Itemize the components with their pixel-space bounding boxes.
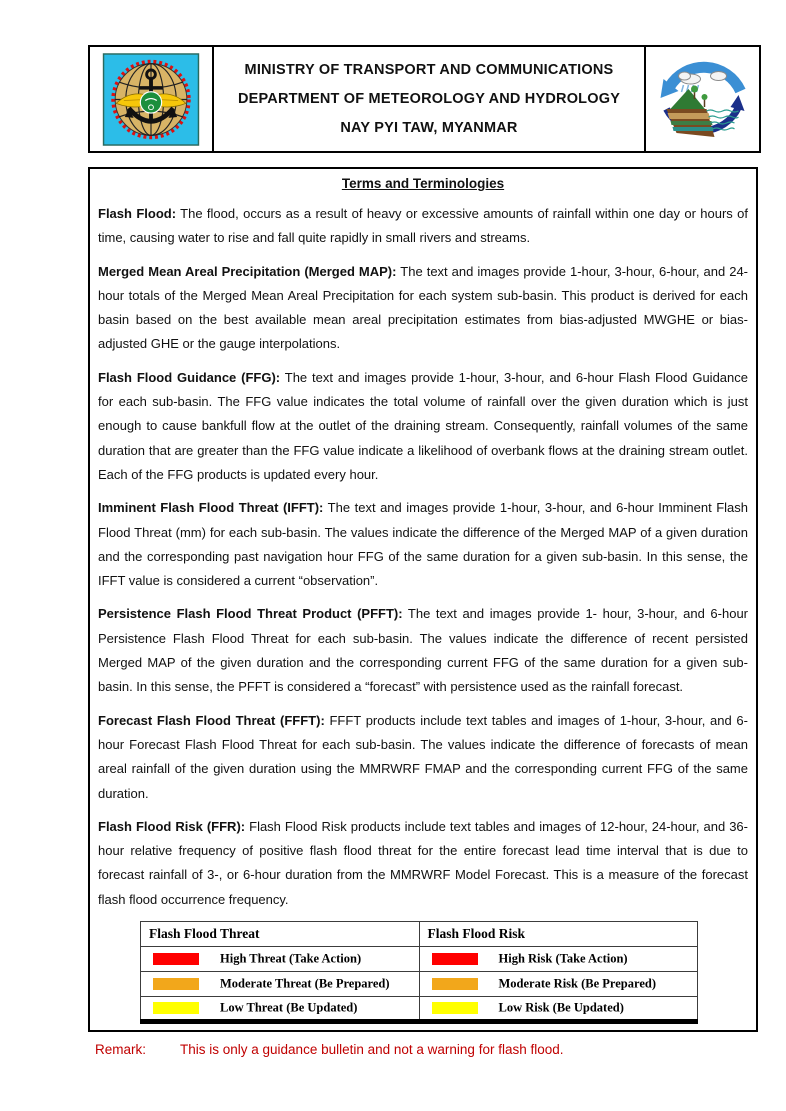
terms-document-box — [88, 167, 758, 1032]
term-label: Forecast Flash Flood Threat (FFFT): — [98, 712, 325, 728]
term-definition: The text and images provide 1- hour, 3-hour, and 6-hour Persistence Flash Flood Threat for each sub-basin. The values indicate the difference of recent persisted Merged MAP of the given duration and the corresponding current FFG of the same duration for a given sub-basin. In this sense, the PFFT is considered a “forecast” with persistence used as the rainfall forecast. — [98, 606, 749, 695]
paragraph-ifft — [98, 496, 748, 593]
water-cycle-hydrology-logo-icon — [652, 49, 753, 149]
term-label: Imminent Flash Flood Threat (IFFT): — [98, 500, 324, 516]
low-risk-label: Low Risk (Be Updated) — [498, 1000, 624, 1015]
ministry-logo-cell — [90, 47, 214, 151]
high-risk-swatch — [432, 953, 478, 965]
legend-header-row — [141, 922, 698, 947]
ministry-anchor-globe-emblem-icon — [102, 53, 200, 146]
header-title-block — [214, 47, 644, 151]
low-threat-label: Low Threat (Be Updated) — [220, 1000, 358, 1015]
moderate-risk-swatch — [432, 978, 478, 990]
term-definition: The text and images provide 1-hour, 3-hour, and 6-hour Flash Flood Guidance for each sub-basin. The FFG value indicates the total volume of rainfall over the given duration which is just enough to cause bankfull flow at the outlet of the draining stream. Consequently, rainfall volumes of the same duration that are greater than the FFG value indicate a likelihood of overbank flows at the draining stream outlet. Each of the FFG products is updated every hour. — [98, 369, 748, 482]
paragraph-ffft — [98, 709, 748, 806]
moderate-threat-swatch — [153, 978, 199, 990]
moderate-threat-label: Moderate Threat (Be Prepared) — [220, 976, 390, 991]
legend-table — [140, 921, 698, 1024]
paragraph-ffr — [98, 815, 748, 912]
legend-header-threat: Flash Flood Threat — [141, 922, 420, 947]
remark-label: Remark: — [95, 1042, 147, 1057]
term-definition: Flash Flood Risk products include text tables and images of 12-hour, 24-hour, and 36-hour relative frequency of positive flash flood threat for the entire forecast lead time interval that is due to forecast rainfall of 3-, or 6-hour duration from the MMRWRF Model Forecast. This is a measure of the forecast flash flood occurrence frequency. — [98, 818, 748, 907]
high-threat-swatch — [153, 953, 199, 965]
remark-text: This is only a guidance bulletin and not a warning for flash flood. — [180, 1042, 564, 1057]
paragraph-pfft — [98, 602, 748, 699]
paragraph-merged-map — [98, 260, 748, 357]
legend-header-risk: Flash Flood Risk — [419, 922, 698, 947]
term-definition: FFFT products include text tables and images of 1-hour, 3-hour, and 6-hour Forecast Flash Flood Threat for each sub-basin. The values indicate the difference of forecasts of mean areal rainfall of the given duration using the MMRWRF FMAP and the corresponding current FFG of the same duration. — [98, 712, 748, 801]
term-label: Flash Flood Guidance (FFG): — [98, 369, 281, 385]
dmh-logo-cell — [644, 47, 759, 151]
term-label: Flash Flood Risk (FFR): — [98, 818, 246, 834]
high-risk-label: High Risk (Take Action) — [498, 951, 628, 966]
page-title: Terms and Terminologies — [341, 176, 505, 191]
term-definition: The text and images provide 1-hour, 3-hour, and 6-hour Imminent Flash Flood Threat (mm) for each sub-basin. The values indicate the difference of the Merged MAP of a given duration and the corresponding past navigation hour FFG of the same duration for a given sub-basin. In this sense, the IFFT value is considered a current “observation”. — [98, 500, 748, 589]
term-definition: The flood, occurs as a result of heavy or excessive amounts of rainfall within one day or hours of time, causing water to rise and fall quite rapidly in small rivers and streams. — [98, 206, 748, 246]
paragraph-ffg — [98, 366, 748, 487]
remark-note — [95, 1042, 563, 1057]
term-label: Merged Mean Areal Precipitation (Merged MAP): — [98, 263, 397, 279]
header-line-ministry: MINISTRY OF TRANSPORT AND COMMUNICATIONS — [244, 61, 614, 78]
header-banner — [88, 45, 761, 153]
moderate-risk-label: Moderate Risk (Be Prepared) — [498, 976, 656, 991]
legend-row-moderate — [141, 972, 698, 997]
header-line-department: DEPARTMENT OF METEOROLOGY AND HYDROLOGY — [237, 90, 621, 107]
legend-row-high — [141, 947, 698, 972]
low-threat-swatch — [153, 1002, 199, 1014]
term-definition: The text and images provide 1-hour, 3-hour, 6-hour, and 24-hour totals of the Merged Mean Areal Precipitation for each system sub-basin. This product is derived for each basin based on the best available mean areal precipitation estimates from bias-adjusted MWGHE or bias-adjusted GHE or the gauge interpolations. — [98, 263, 748, 352]
low-risk-swatch — [432, 1002, 478, 1014]
legend-row-low — [141, 997, 698, 1022]
term-label: Persistence Flash Flood Threat Product (PFFT): — [98, 606, 403, 622]
header-line-location: NAY PYI TAW, MYANMAR — [340, 119, 518, 136]
paragraph-flash-flood — [98, 202, 748, 251]
term-label: Flash Flood: — [98, 206, 177, 221]
high-threat-label: High Threat (Take Action) — [220, 951, 362, 966]
